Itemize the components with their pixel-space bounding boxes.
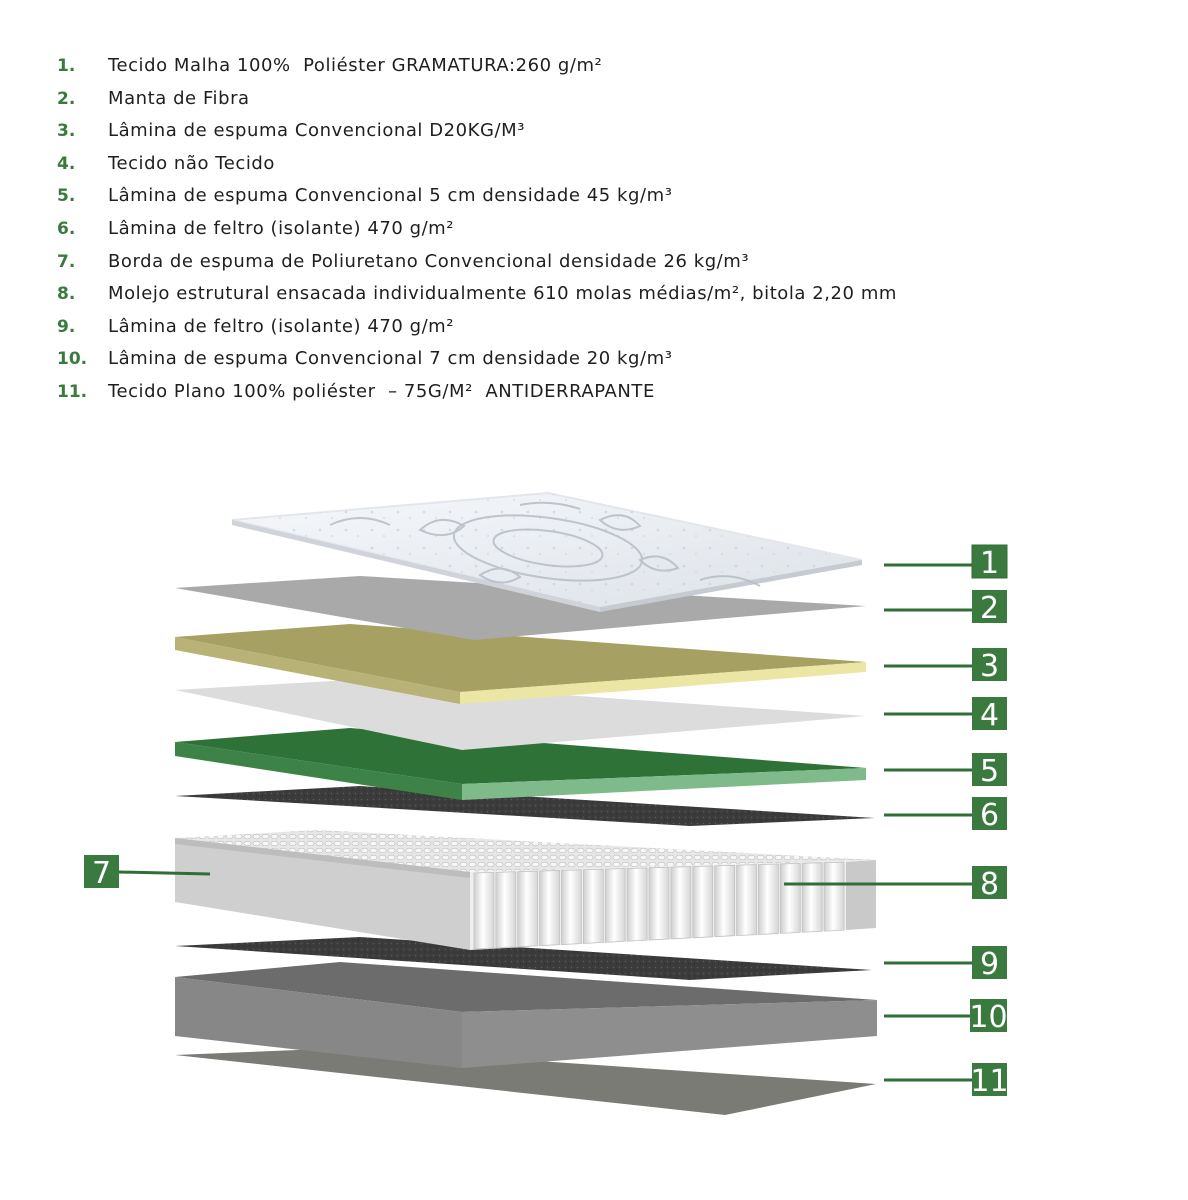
legend-text: Lâmina de espuma Convencional 5 cm densidade 45 kg/m³ — [108, 185, 673, 207]
legend-number: 8. — [57, 284, 76, 305]
legend-number: 1. — [57, 56, 76, 76]
legend-text: Molejo estrutural ensacada individualmente 610 molas médias/m², bitola 2,20 mm — [108, 283, 897, 305]
callout-1 — [884, 545, 1007, 581]
legend-text: Tecido não Tecido — [108, 152, 275, 174]
callout-label-2: 2 — [979, 591, 1000, 626]
callout-10 — [884, 999, 1008, 1035]
legend-number: 10. — [57, 349, 88, 370]
legend-number: 7. — [57, 251, 76, 272]
legend-text: Lâmina de espuma Convencional D20KG/M³ — [108, 120, 525, 142]
legend-text: Lâmina de espuma Convencional 7 cm densidade 20 kg/m³ — [108, 348, 673, 370]
spring-pocket — [802, 863, 822, 933]
spring-pocket — [496, 872, 516, 948]
legend-text: Tecido Plano 100% poliéster – 75G/M² ANTIDERRAPANTE — [108, 380, 655, 402]
callout-label-10: 10 — [969, 1000, 1008, 1035]
spring-pocket — [758, 864, 778, 934]
spring-pockets — [474, 862, 844, 949]
spring-pocket — [780, 863, 800, 933]
legend-number: 5. — [57, 186, 76, 207]
callout-label-1: 1 — [979, 546, 1000, 581]
callout-6 — [884, 797, 1007, 833]
legend-number: 11. — [57, 381, 88, 402]
spring-pocket — [518, 871, 538, 947]
spring-pocket — [474, 872, 494, 949]
callout-11 — [884, 1063, 1009, 1099]
callout-5 — [884, 753, 1007, 789]
legend-text: Manta de Fibra — [108, 87, 250, 109]
legend-number: 6. — [57, 218, 76, 239]
callout-label-11: 11 — [970, 1064, 1009, 1099]
spring-pocket — [693, 866, 713, 938]
callout-9 — [884, 946, 1007, 982]
callout-4 — [884, 697, 1007, 733]
legend-number: 2. — [57, 88, 76, 109]
spring-pocket — [671, 867, 691, 939]
callout-label-8: 8 — [979, 867, 1000, 902]
callout-label-4: 4 — [979, 698, 1000, 733]
spring-pocket — [737, 865, 757, 936]
spring-pocket — [824, 862, 844, 931]
callout-label-9: 9 — [979, 947, 1000, 982]
legend-text: Lâmina de feltro (isolante) 470 g/m² — [108, 217, 455, 239]
legend-text: Borda de espuma de Poliuretano Convencional densidade 26 kg/m³ — [108, 250, 750, 272]
callout-label-5: 5 — [979, 754, 1000, 789]
spring-pocket — [605, 869, 625, 943]
callout-label-6: 6 — [979, 798, 1000, 833]
callout-2 — [884, 590, 1007, 626]
spring-pocket — [627, 868, 647, 941]
legend-text: Lâmina de feltro (isolante) 470 g/m² — [108, 315, 455, 337]
spring-pocket — [562, 870, 582, 945]
callout-label-7: 7 — [91, 856, 112, 891]
spring-pocket — [583, 869, 603, 943]
legend-number: 3. — [57, 121, 76, 142]
spring-pocket — [649, 867, 669, 940]
spring-pocket — [715, 865, 735, 936]
legend-text: Tecido Malha 100% Poliéster GRAMATURA:260 g/m² — [108, 55, 603, 76]
legend-number: 4. — [57, 153, 76, 174]
spring-pocket — [540, 870, 560, 945]
callout-label-3: 3 — [979, 649, 1000, 684]
callout-3 — [884, 648, 1007, 684]
legend-number: 9. — [57, 316, 76, 337]
